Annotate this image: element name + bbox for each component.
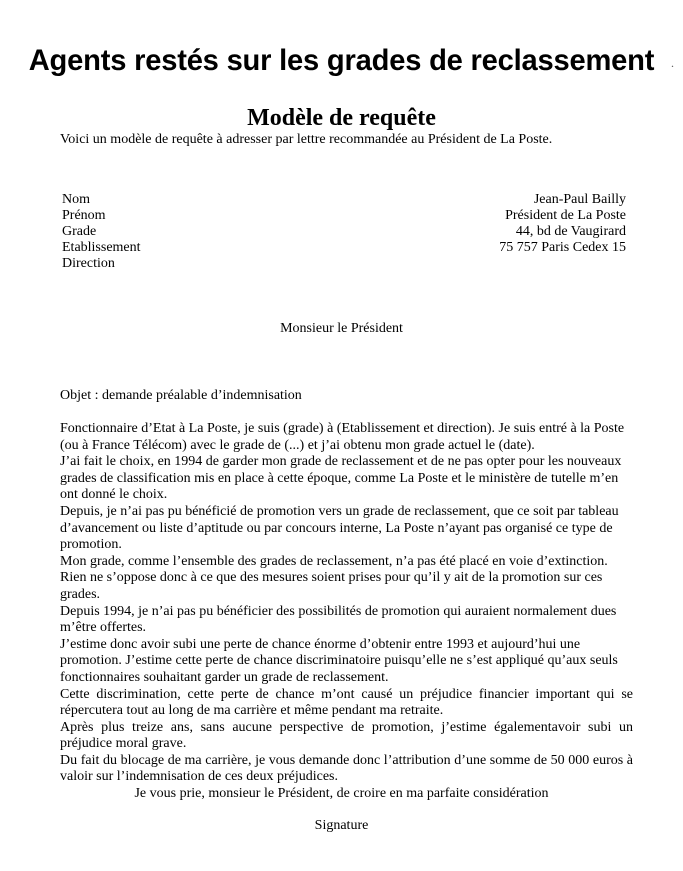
body-paragraph: Depuis, je n’ai pas pu bénéficié de promotion vers un grade de reclassement, que ce soit par tableau d’avancement ou liste d’aptitude ou par concours interne, La Poste n’ayant pas organisé ce type de promotion. (60, 503, 619, 553)
sender-line-nom: Nom (62, 192, 90, 207)
recipient-line-street: 44, bd de Vaugirard (515, 224, 626, 239)
page-title: Agents restés sur les grades de reclassement (28, 44, 655, 78)
recipient-line-role: Président de La Poste (505, 208, 626, 223)
document-subtitle: Modèle de requête (247, 104, 436, 131)
body-paragraph: Mon grade, comme l’ensemble des grades de reclassement, n’a pas été placé en voie d’extinction. Rien ne s’oppose donc à ce que des mesures soient prises pour qu’il y ait de la promotion sur ces grades. (60, 553, 608, 602)
closing-formula: Je vous prie, monsieur le Président, de croire en ma parfaite considération (134, 786, 549, 801)
body-paragraph: Fonctionnaire d’Etat à La Poste, je suis (grade) à (Etablissement et direction). Je suis entré à la Poste (ou à France Télécom) avec le grade de (...) et j’ai obtenu mon grade actuel le (date). (60, 421, 625, 453)
body-paragraph: Depuis 1994, je n’ai pas pu bénéficier des possibilités de promotion qui auraient normalement dues m’être offertes. (60, 603, 617, 636)
sender-line-etablissement: Etablissement (62, 240, 141, 255)
corner-mark: . (671, 56, 674, 70)
body-paragraph: J’ai fait le choix, en 1994 de garder mon grade de reclassement et de ne pas opter pour les nouveaux grades de classification mis en place à cette époque, comme La Poste et le ministère de tutelle m’en ont donné le choix. (60, 454, 622, 503)
sender-line-direction: Direction (62, 256, 115, 271)
body-paragraph: Après plus treize ans, sans aucune perspective de promotion, j’estime égalementavoir subi un préjudice moral grave. (60, 719, 633, 752)
body-paragraph: J’estime donc avoir subi une perte de chance énorme d’obtenir entre 1993 et aujourd’hui une promotion. J’estime cette perte de chance discriminatoire puisqu’elle ne s’est appliqué qu’aux seuls fonctionnaires souhaitant garder un grade de reclassement. (60, 636, 618, 685)
intro-paragraph: Voici un modèle de requête à adresser par lettre recommandée au Président de La Poste. (60, 132, 553, 147)
signature-label: Signature (314, 818, 369, 833)
recipient-line-name: Jean-Paul Bailly (533, 192, 626, 207)
sender-line-prenom: Prénom (62, 208, 106, 223)
letter-body (60, 421, 633, 786)
sender-address-block (62, 192, 141, 272)
salutation: Monsieur le Président (280, 321, 403, 336)
body-paragraph: Du fait du blocage de ma carrière, je vous demande donc l’attribution d’une somme de 50 000 euros à valoir sur l’indemnisation de ces deux préjudices. (60, 752, 633, 785)
body-paragraph: Cette discrimination, cette perte de chance m’ont causé un préjudice financier important qui se répercutera tout au long de ma carrière et même pendant ma retraite. (60, 686, 633, 719)
recipient-address-block (499, 192, 626, 256)
objet-line: Objet : demande préalable d’indemnisation (60, 388, 302, 403)
recipient-line-city: 75 757 Paris Cedex 15 (499, 240, 626, 255)
sender-line-grade: Grade (62, 224, 97, 239)
